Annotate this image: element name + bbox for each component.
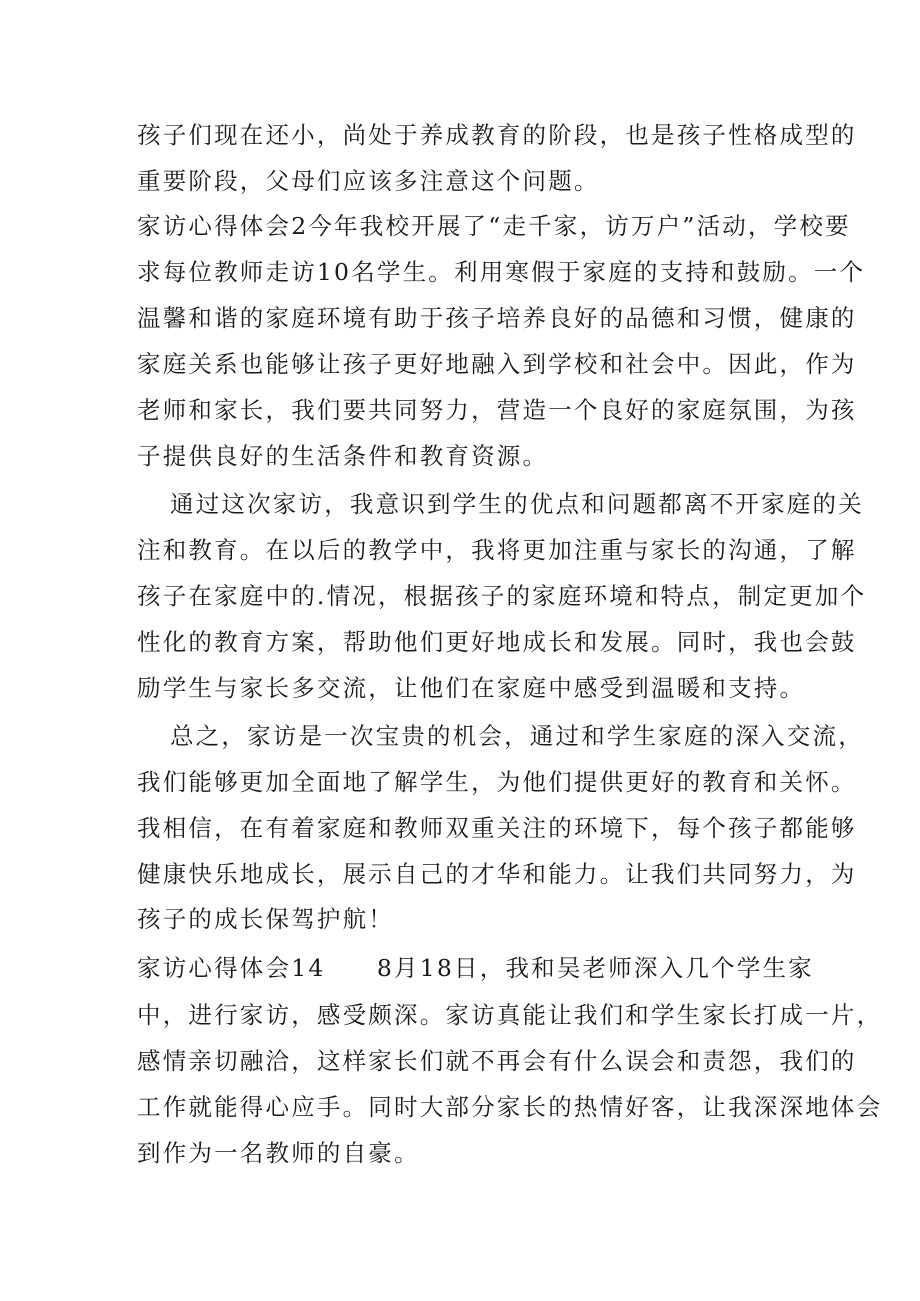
text-line: 孩子的成长保驾护航！ xyxy=(137,905,394,933)
text-line: 孩子在家庭中的.情况，根据孩子的家庭环境和特点，制定更加个 xyxy=(137,582,867,610)
paragraph-first-line: 总之，家访是一次宝贵的机会，通过和学生家庭的深入交流， xyxy=(170,722,864,750)
text-line: 求每位教师走访10名学生。利用寒假于家庭的支持和鼓励。一个 xyxy=(137,258,866,286)
text-line: 励学生与家长多交流，让他们在家庭中感受到温暖和支持。 xyxy=(137,674,806,702)
text-line: 子提供良好的生活条件和教育资源。 xyxy=(137,442,549,470)
text-line: 感情亲切融洽，这样家长们就不再会有什么误会和责怨，我们的 xyxy=(137,1047,857,1075)
text-line: 家访心得体会2今年我校开展了“走千家，访万户”活动，学校要 xyxy=(137,212,851,240)
text-line: 老师和家长，我们要共同努力，营造一个良好的家庭氛围，为孩 xyxy=(137,396,857,424)
text-line: 我们能够更加全面地了解学生，为他们提供更好的教育和关怀。 xyxy=(137,768,857,796)
text-line: 我相信，在有着家庭和教师双重关注的环境下，每个孩子都能够 xyxy=(137,814,857,842)
text-line: 到作为一名教师的自豪。 xyxy=(137,1139,420,1167)
text-line: 温馨和谐的家庭环境有助于孩子培养良好的品德和习惯，健康的 xyxy=(137,304,857,332)
text-line: 家访心得体会14 8月18日，我和吴老师深入几个学生家 xyxy=(137,954,814,982)
text-line: 孩子们现在还小，尚处于养成教育的阶段，也是孩子性格成型的 xyxy=(137,121,857,149)
text-line: 重要阶段，父母们应该多注意这个问题。 xyxy=(137,167,600,195)
paragraph-first-line: 通过这次家访，我意识到学生的优点和问题都离不开家庭的关 xyxy=(170,490,864,518)
text-line: 注和教育。在以后的教学中，我将更加注重与家长的沟通，了解 xyxy=(137,536,857,564)
text-line: 家庭关系也能够让孩子更好地融入到学校和社会中。因此，作为 xyxy=(137,350,857,378)
text-line: 健康快乐地成长，展示自己的才华和能力。让我们共同努力，为 xyxy=(137,860,857,888)
text-line: 性化的教育方案，帮助他们更好地成长和发展。同时，我也会鼓 xyxy=(137,628,857,656)
text-line: 中，进行家访，感受颇深。家访真能让我们和学生家长打成一片， xyxy=(137,1001,883,1029)
text-line: 工作就能得心应手。同时大部分家长的热情好客，让我深深地体会 xyxy=(137,1093,883,1121)
